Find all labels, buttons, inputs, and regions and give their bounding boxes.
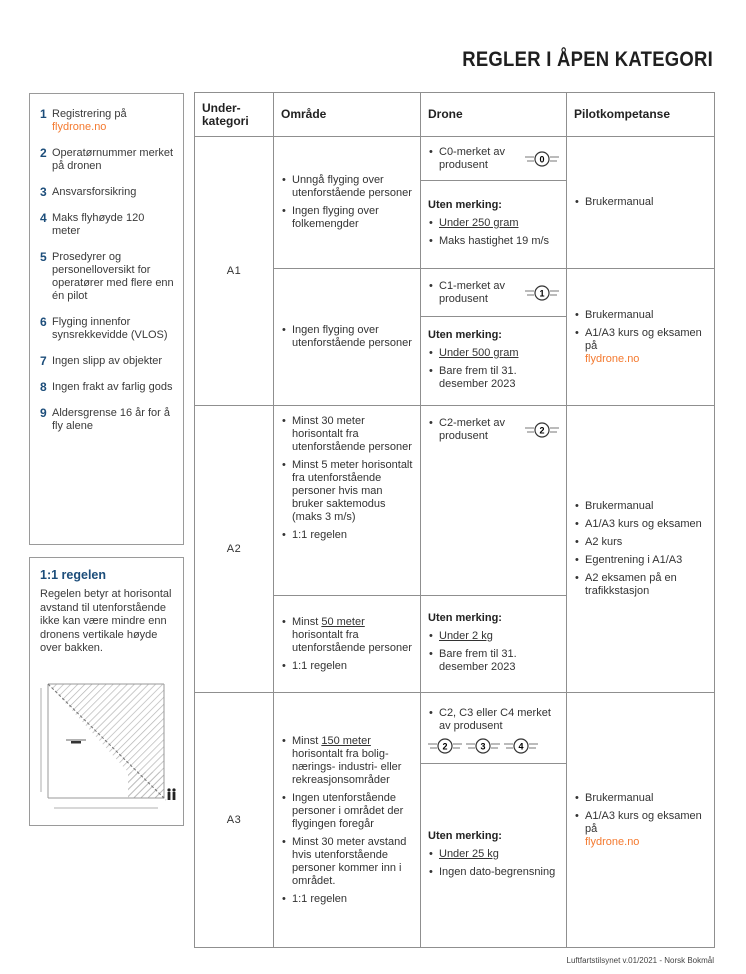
table-header-row xyxy=(195,93,715,137)
list-item: • A2 eksamen på en trafikkstasjon xyxy=(574,572,707,598)
rule-item xyxy=(40,381,175,394)
rule-text: Ingen frakt av farlig gods xyxy=(52,381,173,393)
list-item: • Egentrening i A1/A3 xyxy=(574,554,707,567)
people-icon xyxy=(167,788,175,800)
one-to-one-rule-panel xyxy=(29,557,184,826)
rule-item xyxy=(40,316,175,342)
a2-c2-area xyxy=(274,406,421,596)
list-item: • Unngå flyging over utenforstående personer xyxy=(281,174,413,200)
list-item: • C1-merket av produsent xyxy=(428,280,525,306)
subcategory-rules-table xyxy=(194,92,715,948)
list-item: • 1:1 regelen xyxy=(281,893,413,906)
forbidden-zone-corner xyxy=(128,772,164,798)
a1-c1-marked xyxy=(421,269,567,317)
a1-c0-area xyxy=(274,137,421,269)
rule-number: 8 xyxy=(40,380,47,394)
a1-c0-pilot xyxy=(567,137,715,269)
class-badge-c4-icon xyxy=(504,738,538,754)
list-item: • Ingen dato-begrensning xyxy=(428,866,559,879)
rule-item xyxy=(40,147,175,173)
pilot-text: A1/A3 kurs og eksamen på xyxy=(585,809,702,835)
rule-item xyxy=(40,212,175,238)
table-row xyxy=(195,406,715,596)
list-item xyxy=(574,810,707,849)
list-item: • A2 kurs xyxy=(574,536,707,549)
a1-c1-unmarked xyxy=(421,317,567,406)
list-item: • Minst 50 meter horisontalt fra utenforstående personer xyxy=(281,616,413,655)
badge-number: 0 xyxy=(539,154,545,164)
list-item: • Maks hastighet 19 m/s xyxy=(428,235,559,248)
subcategory-a1: A1 xyxy=(195,137,274,406)
a3-unmarked xyxy=(421,764,567,948)
list-item: • Ingen flyging over folkemengder xyxy=(281,205,413,231)
list-item: • 1:1 regelen xyxy=(281,529,413,542)
badge-number: 2 xyxy=(539,425,545,436)
list-item: • Minst 150 meter horisontalt fra bolig- nærings- industri- eller rekreasjonsområder xyxy=(281,735,413,787)
header-area: Område xyxy=(274,93,421,137)
subcategory-a3: A3 xyxy=(195,693,274,948)
a2-unmarked-drone xyxy=(421,596,567,693)
a1-c0-unmarked xyxy=(421,181,567,269)
one-to-one-heading: 1:1 regelen xyxy=(40,568,107,582)
unmarked-heading: Uten merking: xyxy=(428,829,502,842)
class-badge-c1-icon xyxy=(525,285,559,301)
list-item: • Under 250 gram xyxy=(428,217,559,230)
list-item: • Brukermanual xyxy=(574,792,707,805)
a1-c0-marked xyxy=(421,137,567,181)
unmarked-heading: Uten merking: xyxy=(428,198,502,211)
badge-number: 2 xyxy=(442,741,448,752)
one-to-one-diagram xyxy=(36,676,176,821)
rule-item xyxy=(40,186,175,199)
list-item: • Brukermanual xyxy=(574,196,707,209)
rule-text: Operatørnummer merket på dronen xyxy=(52,147,174,172)
one-to-one-description: Regelen betyr at horisontal avstand til utenforstående ikke kan være mindre enn dronens vertikale høyde over bakken. xyxy=(40,588,172,654)
list-item: • Minst 5 meter horisontalt fra utenforstående personer hvis man bruker saktemodus (maks 3 m/s) xyxy=(281,459,413,524)
rule-text: Flyging innenfor synsrekkevidde (VLOS) xyxy=(52,316,168,341)
rule-item xyxy=(40,108,175,134)
list-item: • 1:1 regelen xyxy=(281,660,413,673)
unmarked-heading: Uten merking: xyxy=(428,611,502,624)
badge-number: 3 xyxy=(480,741,486,752)
table-row xyxy=(195,137,715,181)
rule-text: Maks flyhøyde 120 meter xyxy=(52,212,145,237)
rule-text: Prosedyrer og personelloversikt for operatører med flere enn én pilot xyxy=(52,251,174,302)
footer-credit: Luftfartstilsynet v.01/2021 - Norsk Bokmål xyxy=(566,956,714,965)
rule-number: 7 xyxy=(40,354,47,368)
rule-number: 3 xyxy=(40,185,47,199)
list-item: • Brukermanual xyxy=(574,500,707,513)
flydrone-link[interactable]: flydrone.no xyxy=(585,352,640,365)
list-item: • C2, C3 eller C4 merket av produsent xyxy=(428,707,559,733)
rule-text: Ingen slipp av objekter xyxy=(52,355,163,367)
header-pilot-competence: Pilotkompetanse xyxy=(567,93,715,137)
a2-c2-marked xyxy=(421,406,567,596)
a2-pilot xyxy=(567,406,715,693)
drone-icon xyxy=(66,740,86,744)
class-badge-c0-icon xyxy=(525,151,559,167)
list-item: • Minst 30 meter avstand hvis utenforstående personer kommer inn i området. xyxy=(281,836,413,888)
header-drone: Drone xyxy=(421,93,567,137)
rule-text: Ansvarsforsikring xyxy=(52,186,137,198)
a1-c1-pilot xyxy=(567,269,715,406)
flydrone-link[interactable]: flydrone.no xyxy=(585,835,640,848)
a2-unmarked-area xyxy=(274,596,421,693)
list-item: • Ingen flyging over utenforstående personer xyxy=(281,324,413,350)
rule-number: 6 xyxy=(40,315,47,329)
rule-item xyxy=(40,407,175,433)
list-item: • Under 500 gram xyxy=(428,347,559,360)
list-item: • Brukermanual xyxy=(574,309,707,322)
flydrone-link[interactable]: flydrone.no xyxy=(52,121,107,133)
class-badge-c3-icon xyxy=(466,738,500,754)
list-item: • A1/A3 kurs og eksamen xyxy=(574,518,707,531)
list-item: • Under 25 kg xyxy=(428,848,559,861)
rule-text: Registrering på xyxy=(52,108,127,120)
unmarked-heading: Uten merking: xyxy=(428,328,502,341)
a3-pilot xyxy=(567,693,715,948)
list-item: • Bare frem til 31. desember 2023 xyxy=(428,648,559,674)
class-badge-c2-icon xyxy=(525,422,559,438)
header-subcategory: Under-kategori xyxy=(195,93,274,137)
rule-number: 1 xyxy=(40,107,47,121)
list-item: • Under 2 kg xyxy=(428,630,559,643)
list-item: • Minst 30 meter horisontalt fra utenforstående personer xyxy=(281,415,413,454)
page-title: REGLER I ÅPEN KATEGORI xyxy=(462,48,713,71)
rule-item xyxy=(40,251,175,303)
list-item: • Bare frem til 31. desember 2023 xyxy=(428,365,559,391)
list-item: • C0-merket av produsent xyxy=(428,146,525,172)
general-rules-panel xyxy=(29,93,184,545)
rule-number: 2 xyxy=(40,146,47,160)
subcategory-a2: A2 xyxy=(195,406,274,693)
class-badge-c2-icon xyxy=(428,738,462,754)
badge-number: 1 xyxy=(539,288,545,298)
list-item: • C2-merket av produsent xyxy=(428,417,525,443)
a3-marked xyxy=(421,693,567,764)
a1-c1-area xyxy=(274,269,421,406)
rule-text: Aldersgrense 16 år for å fly alene xyxy=(52,407,171,432)
rule-number: 4 xyxy=(40,211,47,225)
rule-number: 9 xyxy=(40,406,47,420)
list-item xyxy=(574,327,707,366)
list-item: • Ingen utenforstående personer i området der flygingen foregår xyxy=(281,792,413,831)
badge-number: 4 xyxy=(518,741,524,752)
a3-area xyxy=(274,693,421,948)
rule-item xyxy=(40,355,175,368)
rule-number: 5 xyxy=(40,250,47,264)
table-row xyxy=(195,693,715,764)
pilot-text: A1/A3 kurs og eksamen på xyxy=(585,326,702,352)
